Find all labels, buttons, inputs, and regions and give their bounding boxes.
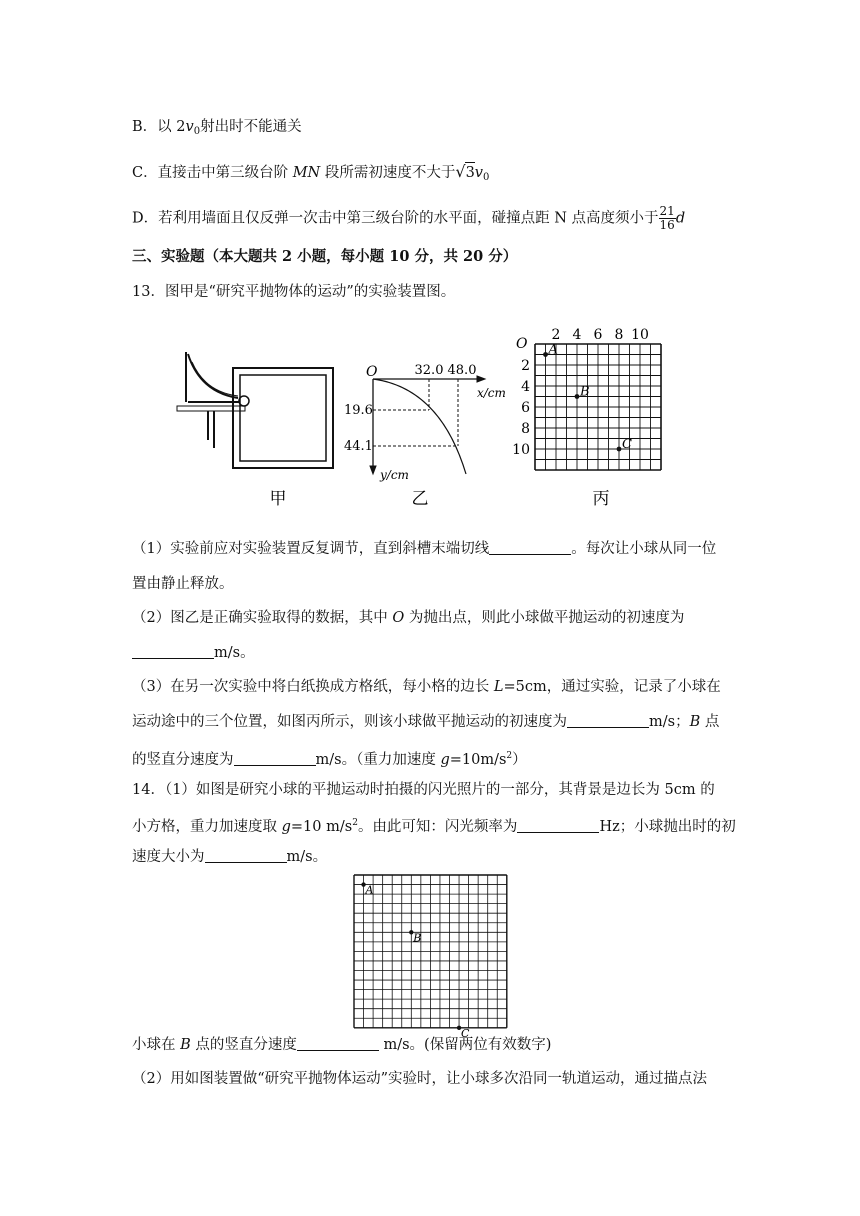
q13-part2-line2 <box>132 643 255 663</box>
superscript-2: 2 <box>506 751 513 761</box>
fraction-numerator: 21 <box>659 204 675 218</box>
point-label-b: B <box>580 384 590 400</box>
point-label-a: A <box>548 342 558 358</box>
bing-y-tick: 4 <box>521 379 530 395</box>
answer-blank-5[interactable] <box>517 818 599 833</box>
fraction-21-16 <box>659 205 676 232</box>
v-symbol: v <box>185 119 194 135</box>
q13-1-text-b: 。每次让小球从同一位 <box>571 541 717 557</box>
figure-14 <box>352 873 512 1040</box>
q13-part2-line1 <box>132 608 684 628</box>
fraction-denominator: 16 <box>659 218 675 232</box>
q14-part1-line2 <box>132 813 736 837</box>
grid14-label-c: C <box>461 1026 470 1040</box>
q13-2-text-b: 为抛出点，则此小球做平抛运动的初速度为 <box>404 610 685 626</box>
label-bing: 丙 <box>592 489 610 509</box>
bing-y-tick: 6 <box>521 400 530 416</box>
bing-x-tick: 6 <box>593 327 603 343</box>
grid14-label-a: A <box>365 883 374 897</box>
q13-part1-line2: 置由静止释放。 <box>132 576 234 592</box>
point-c <box>617 447 622 452</box>
grid-14 <box>354 875 507 1040</box>
q14-part1-line3 <box>132 847 327 867</box>
sqrt-number: 3 <box>465 165 475 181</box>
q14-1-text-h: m/s。 <box>286 849 328 865</box>
figure-13 <box>0 322 860 522</box>
answer-blank-1[interactable] <box>489 540 571 555</box>
option-b <box>132 117 302 142</box>
yi-y-label: y/cm <box>380 468 409 482</box>
answer-blank-6[interactable] <box>205 848 287 863</box>
yi-y-tick-44: 44.1 <box>344 439 373 454</box>
q14-b-text-c: m/s。(保留两位有效数字) <box>378 1037 552 1053</box>
section-header: 三、实验题（本大题共 2 小题，每小题 10 分，共 20 分） <box>132 248 518 265</box>
q14-1-text-b: 小方格，重力加速度取 <box>132 819 282 835</box>
option-c <box>132 162 489 188</box>
q13-stem: 13．图甲是“研究平抛物体的运动”的实验装置图。 <box>132 284 456 300</box>
q13-3-text-f: 的竖直分速度为 <box>132 752 234 768</box>
q14-part2-line1: （2）用如图装置做“研究平抛物体运动”实验时，让小球多次沿同一轨道运动，通过描点法 <box>132 1071 708 1087</box>
l-symbol: L <box>493 679 504 695</box>
yi-origin: O <box>366 364 378 380</box>
bing-x-tick: 8 <box>614 327 624 343</box>
q13-2-text: （2）图乙是正确实验取得的数据，其中 <box>132 610 393 626</box>
q13-part3-line2 <box>132 712 719 732</box>
apparatus-jia <box>177 352 333 468</box>
bing-x-tick: 2 <box>551 327 561 343</box>
q13-part3-line3 <box>132 746 527 770</box>
answer-blank-2[interactable] <box>132 644 214 659</box>
label-yi: 乙 <box>411 489 429 509</box>
q14-1-text-c: =10 m/s <box>290 819 353 835</box>
option-d-text: D．若利用墙面且仅反弹一次击中第三级台阶的水平面，碰撞点距 N 点高度须小于 <box>132 210 659 227</box>
answer-blank-7[interactable] <box>297 1036 379 1051</box>
sqrt-argument <box>465 162 475 183</box>
q13-3-text-h: =10m/s <box>449 752 507 768</box>
q14-1-text-f: 速度大小为 <box>132 849 205 865</box>
point-label-c: C <box>622 437 632 452</box>
q14-b-text-a: 小球在 <box>132 1037 181 1053</box>
sqrt-symbol: √ <box>455 162 466 181</box>
unit-ms: m/s。 <box>214 645 255 661</box>
q14-b-line <box>132 1035 551 1055</box>
bing-origin: O <box>516 336 528 352</box>
yi-y-tick-19: 19.6 <box>344 403 373 418</box>
yi-x-label: x/cm <box>477 386 506 400</box>
q13-3-text-i: ） <box>512 752 527 768</box>
plot-yi <box>370 376 485 474</box>
bing-y-tick: 8 <box>521 421 530 437</box>
g-symbol: g <box>440 752 450 768</box>
v-subscript-c: 0 <box>483 172 490 183</box>
mn-symbol: MN <box>292 165 321 181</box>
unit-ms-2: m/s； <box>649 714 690 730</box>
g-symbol-14: g <box>281 819 291 835</box>
point-a <box>543 352 548 357</box>
option-c-text: 段所需初速度不大于 <box>320 165 456 181</box>
q14-1-text-e: Hz；小球抛出时的初 <box>599 819 736 835</box>
option-b-text: 射出时不能通关 <box>200 119 302 135</box>
bing-x-tick: 4 <box>572 327 582 343</box>
yi-x-tick-32: 32.0 <box>414 363 444 378</box>
q13-part3-line1 <box>132 677 721 697</box>
o-symbol: O <box>392 610 405 626</box>
b-symbol: B <box>689 714 701 730</box>
grid-bing <box>535 343 661 471</box>
d-symbol: d <box>675 210 686 227</box>
answer-blank-3[interactable] <box>567 713 649 728</box>
yi-x-tick-48: 48.0 <box>447 363 477 378</box>
q13-3-text-e: 点 <box>700 714 720 730</box>
q14-b-text-b: 点的竖直分速度 <box>190 1037 297 1053</box>
q14-part1-line1: 14．（1）如图是研究小球的平抛运动时拍摄的闪光照片的一部分，其背景是边长为 5cm 的 <box>132 782 715 798</box>
option-c-prefix: C．直接击中第三级台阶 <box>132 165 293 181</box>
grid14-label-b: B <box>413 931 422 945</box>
v-subscript: 0 <box>193 126 201 137</box>
v-symbol-c: v <box>474 165 483 181</box>
answer-blank-4[interactable] <box>234 751 316 766</box>
label-jia: 甲 <box>269 489 287 509</box>
q14-1-text-d: 。由此可知：闪光频率为 <box>357 819 518 835</box>
q13-3-text-b: =5cm，通过实验，记录了小球在 <box>503 679 721 695</box>
q13-part1-line1 <box>132 539 716 559</box>
bing-y-tick: 2 <box>521 358 530 374</box>
b-symbol-14: B <box>180 1037 191 1053</box>
q13-1-text: （1）实验前应对实验装置反复调节，直到斜槽末端切线 <box>132 541 490 557</box>
q13-3-text-g: m/s。（重力加速度 <box>315 752 441 768</box>
bing-x-tick: 10 <box>631 327 649 343</box>
option-b-prefix: B．以 2 <box>132 119 186 135</box>
point-b <box>575 394 580 399</box>
q13-3-text-c: 运动途中的三个位置，如图丙所示，则该小球做平抛运动的初速度为 <box>132 714 567 730</box>
superscript-2-14: 2 <box>352 818 358 828</box>
q13-3-text: （3）在另一次实验中将白纸换成方格纸，每小格的边长 <box>132 679 494 695</box>
option-d <box>132 205 685 232</box>
bing-y-tick: 10 <box>512 442 530 458</box>
